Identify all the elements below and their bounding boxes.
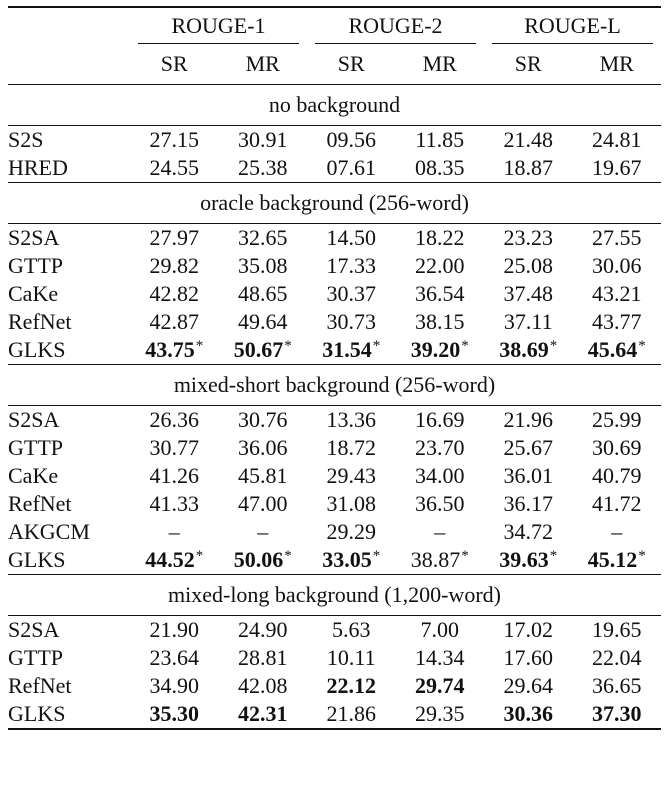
score-value: 30.73 [326,309,376,334]
score-value: 39.20 [410,337,461,362]
header-group-rouge-1 [130,7,307,44]
table-row [8,280,661,308]
score-value: 25.67 [503,435,553,460]
score-cell [130,490,219,518]
score-value: 36.17 [503,491,553,516]
score-cell [130,126,219,155]
score-cell [130,644,219,672]
score-cell [219,490,308,518]
score-value: 36.06 [238,435,288,460]
header-group-rouge-l [484,7,661,44]
score-cell [484,224,573,253]
score-cell [219,700,308,729]
header-group-row [8,7,661,44]
score-value: 41.72 [592,491,642,516]
score-cell [307,252,396,280]
score-cell [219,154,308,183]
score-cell [573,616,662,645]
score-value: 14.34 [415,645,465,670]
score-value: 35.30 [149,701,199,726]
score-value: 29.35 [415,701,465,726]
header-subcolumn: SR [160,51,188,76]
score-cell [573,406,662,435]
score-cell [573,126,662,155]
model-name: RefNet [8,673,72,698]
score-value: – [611,519,623,544]
score-cell [396,616,485,645]
score-value: 09.56 [326,127,376,152]
header-group-label: ROUGE-2 [348,13,443,38]
score-cell [307,280,396,308]
score-cell [307,406,396,435]
score-cell [219,644,308,672]
score-cell [307,490,396,518]
table-row [8,126,661,155]
score-value: 45.81 [238,463,288,488]
score-value: 37.11 [503,309,553,334]
header-group-label: ROUGE-1 [171,13,266,38]
table-row [8,490,661,518]
score-cell [484,700,573,729]
model-name: RefNet [8,491,72,516]
section-title: mixed-short background (256-word) [173,372,496,397]
significance-star: * [638,548,646,564]
significance-star: * [195,338,204,354]
table-row [8,518,661,546]
score-cell [307,546,396,575]
score-cell [573,280,662,308]
score-value: 42.82 [149,281,199,306]
score-cell [396,406,485,435]
score-value: 45.64 [587,337,638,362]
header-subcolumn-row [8,44,661,85]
significance-star: * [461,338,469,354]
score-cell [219,336,308,365]
model-name: GLKS [8,337,66,362]
score-cell [219,616,308,645]
score-value: 23.64 [149,645,199,670]
score-cell [484,126,573,155]
score-value: 30.77 [149,435,199,460]
score-cell [219,546,308,575]
table-row [8,644,661,672]
score-value: 08.35 [415,155,465,180]
score-value: 30.06 [592,253,642,278]
score-cell [307,224,396,253]
score-cell [484,154,573,183]
score-value: 38.15 [415,309,465,334]
score-value: 45.12 [587,547,638,572]
section-header-row [8,85,661,126]
score-cell [219,672,308,700]
header-empty-cell [8,7,130,44]
score-value: 25.08 [503,253,553,278]
score-cell [307,308,396,336]
score-value: 17.60 [503,645,553,670]
score-value: 43.75 [145,337,195,362]
score-cell [573,546,662,575]
model-name: GLKS [8,701,66,726]
score-cell [219,252,308,280]
model-name: GTTP [8,253,63,278]
score-value: 30.76 [238,407,288,432]
score-cell [219,308,308,336]
score-cell [130,336,219,365]
model-name: CaKe [8,463,59,488]
table-row [8,672,661,700]
score-value: 37.48 [503,281,553,306]
significance-star: * [638,338,646,354]
significance-star: * [195,548,204,564]
score-value: 21.96 [503,407,553,432]
table-row [8,546,661,575]
header-subcolumn: SR [337,51,365,76]
significance-star: * [372,338,381,354]
header-group-rouge-2 [307,7,484,44]
score-cell [130,546,219,575]
score-value: 33.05 [322,547,372,572]
score-value: 44.52 [145,547,195,572]
score-value: 50.06 [233,547,284,572]
model-name: S2SA [8,225,60,250]
model-name: RefNet [8,309,72,334]
score-value: 16.69 [415,407,465,432]
section-title: no background [268,92,401,117]
model-name: S2SA [8,617,60,642]
score-cell [130,616,219,645]
score-value: – [257,519,269,544]
score-value: 24.90 [238,617,288,642]
score-cell [484,546,573,575]
score-cell [396,336,485,365]
score-cell [307,126,396,155]
score-value: 19.67 [592,155,642,180]
score-value: 21.86 [326,701,376,726]
score-value: 28.81 [238,645,288,670]
score-value: 39.63 [499,547,549,572]
score-cell [484,644,573,672]
model-name: AKGCM [8,519,90,544]
score-value: 14.50 [326,225,376,250]
score-cell [219,434,308,462]
score-cell [396,154,485,183]
score-cell [307,518,396,546]
score-value: 17.02 [503,617,553,642]
model-name: CaKe [8,281,59,306]
score-value: 36.50 [415,491,465,516]
score-cell [219,126,308,155]
model-name: GTTP [8,435,63,460]
score-cell [484,518,573,546]
score-cell [484,490,573,518]
score-cell [219,406,308,435]
score-cell [307,434,396,462]
score-cell [573,336,662,365]
score-cell [396,700,485,729]
score-value: 34.90 [149,673,199,698]
score-cell [396,126,485,155]
score-value: – [434,519,446,544]
table-row [8,224,661,253]
score-value: 35.08 [238,253,288,278]
score-value: 49.64 [238,309,288,334]
score-value: 23.23 [503,225,553,250]
results-table [8,6,661,730]
score-cell [573,462,662,490]
score-cell [307,672,396,700]
score-value: 42.31 [238,701,288,726]
score-value: 47.00 [238,491,288,516]
score-cell [484,280,573,308]
score-value: 7.00 [420,617,459,642]
score-value: 34.00 [415,463,465,488]
table-body [8,85,661,730]
score-cell [307,616,396,645]
significance-star: * [284,338,292,354]
score-cell [307,154,396,183]
score-cell [130,308,219,336]
significance-star: * [549,548,558,564]
score-value: 27.15 [149,127,199,152]
score-cell [484,308,573,336]
model-name: GLKS [8,547,66,572]
score-value: 31.08 [326,491,376,516]
score-value: 38.69 [499,337,549,362]
table-row [8,700,661,729]
header-subcolumn: SR [514,51,542,76]
score-value: 26.36 [149,407,199,432]
score-value: 27.55 [592,225,642,250]
score-value: 40.79 [592,463,642,488]
model-name: HRED [8,155,68,180]
score-cell [484,672,573,700]
score-cell [307,336,396,365]
model-name: S2SA [8,407,60,432]
score-cell [484,616,573,645]
score-cell [130,462,219,490]
header-subcolumn: MR [422,51,457,76]
score-cell [307,700,396,729]
model-name: S2S [8,127,44,152]
score-cell [130,672,219,700]
section-title: mixed-long background (1,200-word) [168,582,501,607]
score-value: 27.97 [149,225,199,250]
score-cell [396,224,485,253]
score-cell [307,644,396,672]
score-cell [484,434,573,462]
section-header-row [8,575,661,616]
score-value: 38.87 [410,547,461,572]
score-cell [396,490,485,518]
score-value: 19.65 [592,617,642,642]
significance-star: * [372,548,381,564]
table-row [8,616,661,645]
score-cell [130,434,219,462]
score-cell [396,672,485,700]
score-cell [307,462,396,490]
score-value: 23.70 [415,435,465,460]
score-value: 21.48 [503,127,553,152]
score-value: 07.61 [326,155,376,180]
score-value: 30.37 [326,281,376,306]
score-value: – [168,519,180,544]
table-row [8,154,661,183]
score-value: 36.01 [503,463,553,488]
score-value: 5.63 [332,617,371,642]
significance-star: * [284,548,292,564]
score-value: 24.55 [149,155,199,180]
score-cell [396,434,485,462]
score-value: 10.11 [326,645,376,670]
score-cell [484,336,573,365]
table-row [8,434,661,462]
score-cell [396,308,485,336]
score-cell [484,406,573,435]
score-value: 21.90 [149,617,199,642]
score-value: 13.36 [326,407,376,432]
score-cell [130,154,219,183]
score-value: 29.43 [326,463,376,488]
score-cell [396,644,485,672]
score-cell [396,462,485,490]
score-cell [130,518,219,546]
score-cell [219,224,308,253]
score-value: 36.54 [415,281,465,306]
score-cell [130,406,219,435]
score-cell [130,252,219,280]
score-cell [396,252,485,280]
score-value: 32.65 [238,225,288,250]
score-value: 42.87 [149,309,199,334]
score-value: 43.77 [592,309,642,334]
score-cell [396,280,485,308]
score-cell [573,644,662,672]
score-value: 22.12 [326,673,376,698]
score-cell [219,518,308,546]
table-row [8,406,661,435]
score-value: 29.29 [326,519,376,544]
score-value: 29.64 [503,673,553,698]
score-value: 25.38 [238,155,288,180]
score-cell [573,224,662,253]
score-value: 18.22 [415,225,465,250]
model-name: GTTP [8,645,63,670]
score-value: 41.26 [149,463,199,488]
score-cell [573,672,662,700]
score-value: 37.30 [592,701,642,726]
score-cell [130,700,219,729]
score-value: 29.74 [415,673,465,698]
score-cell [573,308,662,336]
score-value: 18.87 [503,155,553,180]
score-value: 31.54 [322,337,372,362]
score-value: 41.33 [149,491,199,516]
section-header-row [8,365,661,406]
table-row [8,252,661,280]
score-cell [130,280,219,308]
score-cell [484,462,573,490]
score-cell [573,490,662,518]
score-value: 48.65 [238,281,288,306]
significance-star: * [461,548,469,564]
section-title: oracle background (256-word) [200,190,469,215]
score-value: 25.99 [592,407,642,432]
score-value: 36.65 [592,673,642,698]
score-value: 24.81 [592,127,642,152]
header-subcolumn: MR [245,51,280,76]
score-cell [219,462,308,490]
score-value: 30.36 [503,701,553,726]
table-row [8,308,661,336]
score-cell [130,224,219,253]
table-row [8,336,661,365]
significance-star: * [549,338,558,354]
header-empty-cell [8,44,130,85]
score-cell [573,518,662,546]
score-cell [573,252,662,280]
score-cell [219,280,308,308]
score-cell [573,434,662,462]
score-value: 17.33 [326,253,376,278]
score-value: 18.72 [326,435,376,460]
header-group-label: ROUGE-L [524,13,621,38]
score-value: 22.00 [415,253,465,278]
score-value: 42.08 [238,673,288,698]
score-value: 30.91 [238,127,288,152]
table-row [8,462,661,490]
score-value: 29.82 [149,253,199,278]
score-value: 11.85 [415,127,465,152]
score-cell [573,700,662,729]
score-cell [573,154,662,183]
score-value: 43.21 [592,281,642,306]
score-cell [484,252,573,280]
score-value: 50.67 [233,337,284,362]
score-value: 22.04 [592,645,642,670]
score-value: 30.69 [592,435,642,460]
score-cell [396,518,485,546]
section-header-row [8,183,661,224]
score-cell [396,546,485,575]
score-value: 34.72 [503,519,553,544]
header-subcolumn: MR [599,51,634,76]
